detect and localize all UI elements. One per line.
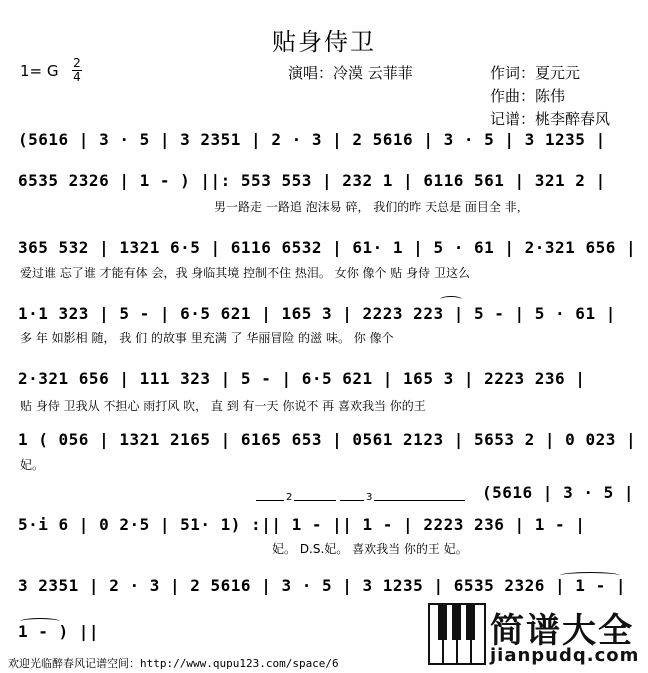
score-line-5: 2·321 656 | 111 323 | 5 - | 6·5 621 | 165 3 | 2223 236 | [18,369,586,388]
score-line-6: 1 ( 056 | 1321 2165 | 6165 653 | 0561 2123 | 5653 2 | 0 023 | [18,430,637,449]
lyric-line-6: 妃。 [20,458,45,472]
coda-intro: (5616 | 3 · 5 | [482,483,634,502]
time-signature-bottom: 4 [73,70,81,84]
piano-keys-icon [428,603,486,665]
watermark-brand: 简谱大全 [490,611,634,651]
volta-2-number: 3 [366,492,373,503]
transcriber: 记谱：桃李醉春风 [490,110,611,128]
volta-2-bracket [340,492,465,507]
watermark-logo [428,603,643,669]
slur-mark [440,296,462,303]
slur-mark [560,572,620,579]
time-signature [72,58,82,83]
lyric-line-5: 贴 身侍 卫我从 不担心 雨打风 吹， 直 到 有一天 你说不 再 喜欢我当 你的王 [20,399,426,413]
lyric-line-7: 妃。 D.S.妃。 喜欢我当 你的王 妃。 [272,542,468,556]
score-line-8: 3 2351 | 2 · 3 | 2 5616 | 3 · 5 | 3 1235 | 6535 2326 | 1 - | [18,576,626,595]
footer-note: 欢迎光临醉春风记谱空间：http://www.qupu123.com/space/6 [8,657,339,670]
composer: 作曲：陈伟 [490,87,566,105]
lyric-line-2: 男一路走 一路追 泡沫易 碎， 我们的昨 天总是 面目全 非， [214,200,529,214]
lyricist: 作词：夏元元 [490,64,581,82]
watermark-url: jianpudq.com [490,645,640,666]
lyric-line-4: 多 年 如影相 随， 我 们 的故事 里充满 了 华丽冒险 的滋 味。 你 像个 [20,331,394,345]
score-line-2: 6535 2326 | 1 - ) ||: 553 553 | 232 1 | 6116 561 | 321 2 | [18,171,606,190]
score-line-3: 365 532 | 1321 6·5 | 6116 6532 | 61· 1 | 5 · 61 | 2·321 656 | [18,238,637,257]
volta-1-number: 2 [286,492,293,503]
key-signature: 1= G [20,62,59,80]
lyric-line-3: 爱过谁 忘了谁 才能有体 会，我 身临其境 控制不住 热泪。 女你 像个 贴 身侍 卫这么 [20,266,470,280]
volta-1-bracket [256,492,336,507]
singers: 演唱：冷漠 云菲菲 [288,64,413,82]
time-signature-top: 2 [73,56,81,70]
score-line-9: 1 - ) || [18,622,100,641]
song-title: 贴身侍卫 [272,28,376,56]
score-line-4: 1·1 323 | 5 - | 6·5 621 | 165 3 | 2223 223 | 5 - | 5 · 61 | [18,304,616,323]
score-line-1: (5616 | 3 · 5 | 3 2351 | 2 · 3 | 2 5616 | 3 · 5 | 3 1235 | [18,130,606,149]
slur-mark [20,618,60,625]
score-line-7: 5·i 6 | 0 2·5 | 51· 1) :|| 1 - || 1 - | 2223 236 | 1 - | [18,515,586,534]
